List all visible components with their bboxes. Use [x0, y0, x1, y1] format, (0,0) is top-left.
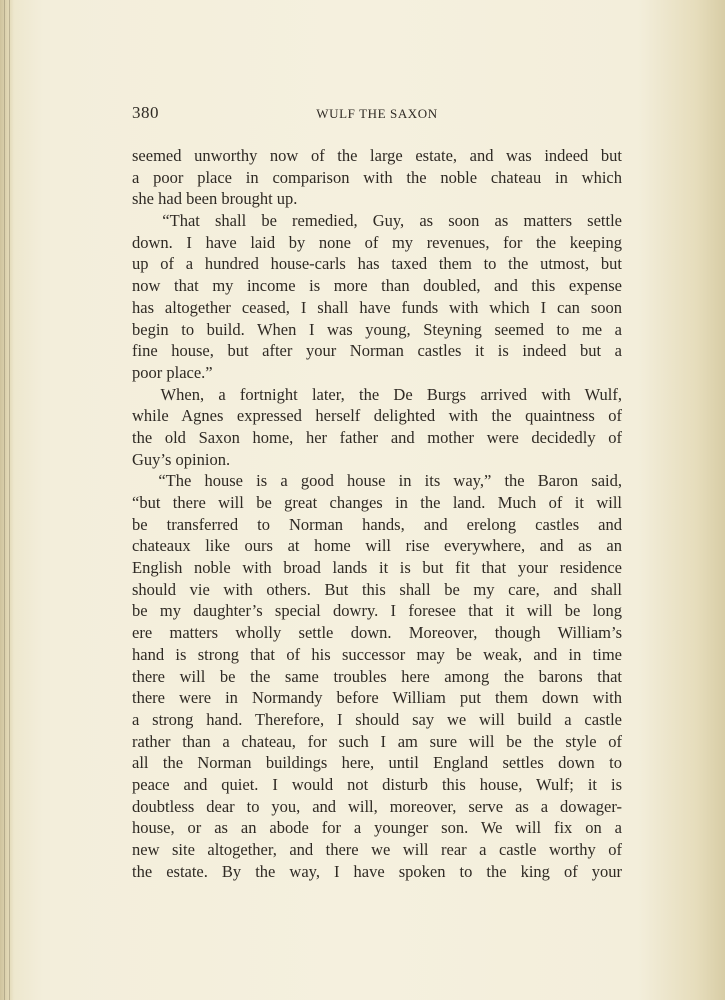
text-line: hand is strong that of his successor may be weak, and in time: [132, 644, 622, 664]
text-line: be transferred to Norman hands, and erelong castles and: [132, 514, 622, 534]
gutter-edge-line: [9, 0, 10, 1000]
binding-gutter: [0, 0, 14, 1000]
text-line: there were in Normandy before William put them down with: [132, 688, 622, 708]
text-line: up of a hundred house-carls has taxed them to the utmost, but: [132, 254, 622, 274]
page-header: [132, 103, 622, 127]
text-line: all the Norman buildings here, until England settles down to: [132, 753, 622, 773]
text-line: while Agnes expressed herself delighted with the quaintness of: [132, 406, 622, 426]
text-line: “The house is a good house in its way,” the Baron said,: [132, 471, 622, 491]
text-line: seemed unworthy now of the large estate, and was indeed but: [132, 146, 622, 165]
text-line: a strong hand. Therefore, I should say we will build a castle: [132, 709, 622, 729]
page-number: 380: [132, 103, 159, 122]
text-line: rather than a chateau, for such I am sure will be the style of: [132, 731, 622, 751]
text-line: peace and quiet. I would not disturb this house, Wulf; it is: [132, 774, 622, 794]
text-line: has altogether ceased, I shall have funds with which I can soon: [132, 297, 622, 317]
running-head: WULF THE SAXON: [316, 106, 438, 121]
text-line: When, a fortnight later, the De Burgs arrived with Wulf,: [132, 384, 622, 404]
text-line: chateaux like ours at home will rise everywhere, and as an: [132, 536, 622, 556]
text-line: she had been brought up.: [132, 189, 298, 209]
text-line: English noble with broad lands it is but fit that your residence: [132, 558, 622, 578]
text-line: be my daughter’s special dowry. I foresee that it will be long: [132, 601, 622, 621]
text-line: a poor place in comparison with the noble chateau in which: [132, 167, 622, 187]
text-line: new site altogether, and there we will rear a castle worthy of: [132, 840, 622, 859]
text-line: down. I have laid by none of my revenues, for the keeping: [132, 232, 622, 252]
body-text: [132, 145, 622, 882]
text-line: Guy’s opinion.: [132, 449, 231, 469]
text-line: the estate. By the way, I have spoken to the king of your: [132, 861, 622, 881]
text-line: “That shall be remedied, Guy, as soon as matters settle: [132, 211, 622, 231]
text-line: fine house, but after your Norman castles it is indeed but a: [132, 341, 622, 361]
text-line: poor place.”: [132, 362, 213, 382]
text-line: “but there will be great changes in the land. Much of it will: [132, 493, 622, 512]
text-line: ere matters wholly settle down. Moreover, though William’s: [132, 623, 622, 643]
text-line: begin to build. When I was young, Steyning seemed to me a: [132, 319, 622, 339]
text-line: should vie with others. But this shall be my care, and shall: [132, 579, 622, 599]
text-line: doubtless dear to you, and will, moreover, serve as a dowager-: [132, 796, 622, 816]
text-line: there will be the same troubles here among the barons that: [132, 666, 622, 686]
text-line: house, or as an abode for a younger son. We will fix on a: [132, 818, 622, 838]
text-line: the old Saxon home, her father and mother were decidedly of: [132, 427, 622, 447]
gutter-edge-line: [4, 0, 5, 1000]
text-line: now that my income is more than doubled, and this expense: [132, 276, 622, 296]
